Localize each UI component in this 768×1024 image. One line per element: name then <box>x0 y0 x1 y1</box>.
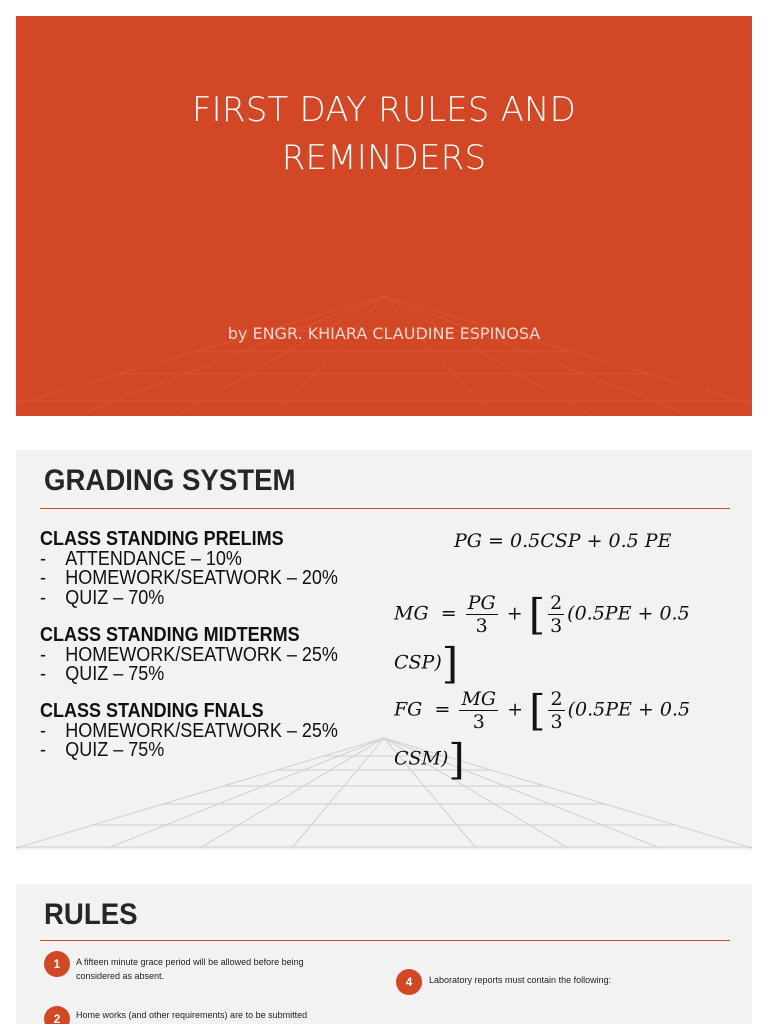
list-item: - QUIZ – 75% <box>40 663 165 685</box>
midterms-title: CLASS STANDING MIDTERMS <box>40 624 300 646</box>
slide-heading: RULES <box>44 898 138 931</box>
rule-number-badge: 1 <box>44 951 70 977</box>
prelims-title: CLASS STANDING PRELIMS <box>40 528 284 550</box>
rules-slide <box>16 884 752 1024</box>
perspective-grid-decoration <box>16 286 752 416</box>
class-standing-prelims <box>40 530 338 608</box>
title-line-2: REMINDERS <box>281 138 487 178</box>
class-standing-midterms <box>40 626 338 685</box>
fg-equation: FG = $\frac{MG}{3}$ + [ $\frac{2}{3}$ (0.5PE + 0.5 CSM)] <box>394 686 691 784</box>
title-slide <box>16 16 752 416</box>
rule-text: Home works (and other requirements) are to be submitted <box>76 1010 308 1020</box>
title-line-1: FIRST DAY RULES AND <box>191 90 577 130</box>
list-item: - QUIZ – 75% <box>40 739 165 761</box>
heading-divider <box>40 508 730 509</box>
presentation-title <box>16 86 752 182</box>
list-item: - HOMEWORK/SEATWORK – 20% <box>40 567 338 589</box>
finals-title: CLASS STANDING FNALS <box>40 700 264 722</box>
rule-text: A fifteen minute grace period will be allowed before being considered as absent. <box>76 957 304 981</box>
list-item: - HOMEWORK/SEATWORK – 25% <box>40 719 338 742</box>
rule-number-badge: 2 <box>44 1006 70 1024</box>
heading-divider <box>40 940 730 941</box>
pg-equation: PG = 0.5CSP + 0.5 PE <box>454 530 672 552</box>
list-item: - HOMEWORK/SEATWORK – 25% <box>40 643 338 666</box>
slide-heading: GRADING SYSTEM <box>44 464 296 497</box>
mg-equation: MG = $\frac{PG}{3}$ + [ $\frac{2}{3}$ (0.5PE + 0.5 CSP)] <box>394 590 690 688</box>
rule-number-badge: 4 <box>396 969 422 995</box>
list-item: - ATTENDANCE – 10% <box>40 547 242 570</box>
rule-text: Laboratory reports must contain the following: <box>429 975 612 985</box>
class-standing-finals <box>40 702 338 761</box>
grading-system-slide <box>16 450 752 850</box>
presentation-author: by ENGR. KHIARA CLAUDINE ESPINOSA <box>227 324 541 343</box>
list-item: - QUIZ – 70% <box>40 586 165 609</box>
